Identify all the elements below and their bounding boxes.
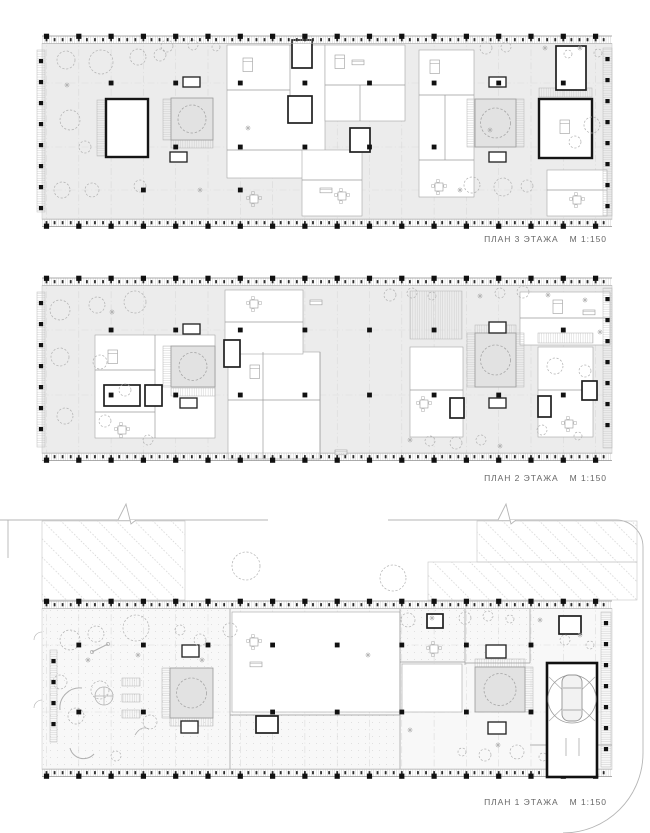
- plan-3-drawing: [37, 34, 612, 229]
- plan-2-drawing: [37, 276, 612, 463]
- car: [562, 675, 582, 721]
- plan-1-scale: М 1:150: [569, 797, 607, 807]
- plan-1-title: ПЛАН 1 ЭТАЖА: [484, 797, 559, 807]
- plan-2-label: [484, 473, 607, 483]
- courtyard-void: [106, 99, 148, 157]
- neighbor-building-hatch: [42, 521, 637, 600]
- plan-2-title: ПЛАН 2 ЭТАЖА: [484, 473, 559, 483]
- garage-car-lift: [547, 663, 597, 777]
- plan-3-label: [484, 234, 607, 244]
- plan-1-drawing: [34, 599, 612, 779]
- plan-3-scale: М 1:150: [569, 234, 607, 244]
- plan-3-title: ПЛАН 3 ЭТАЖА: [484, 234, 559, 244]
- plan-2-scale: М 1:150: [569, 473, 607, 483]
- plan-1-label: [484, 797, 607, 807]
